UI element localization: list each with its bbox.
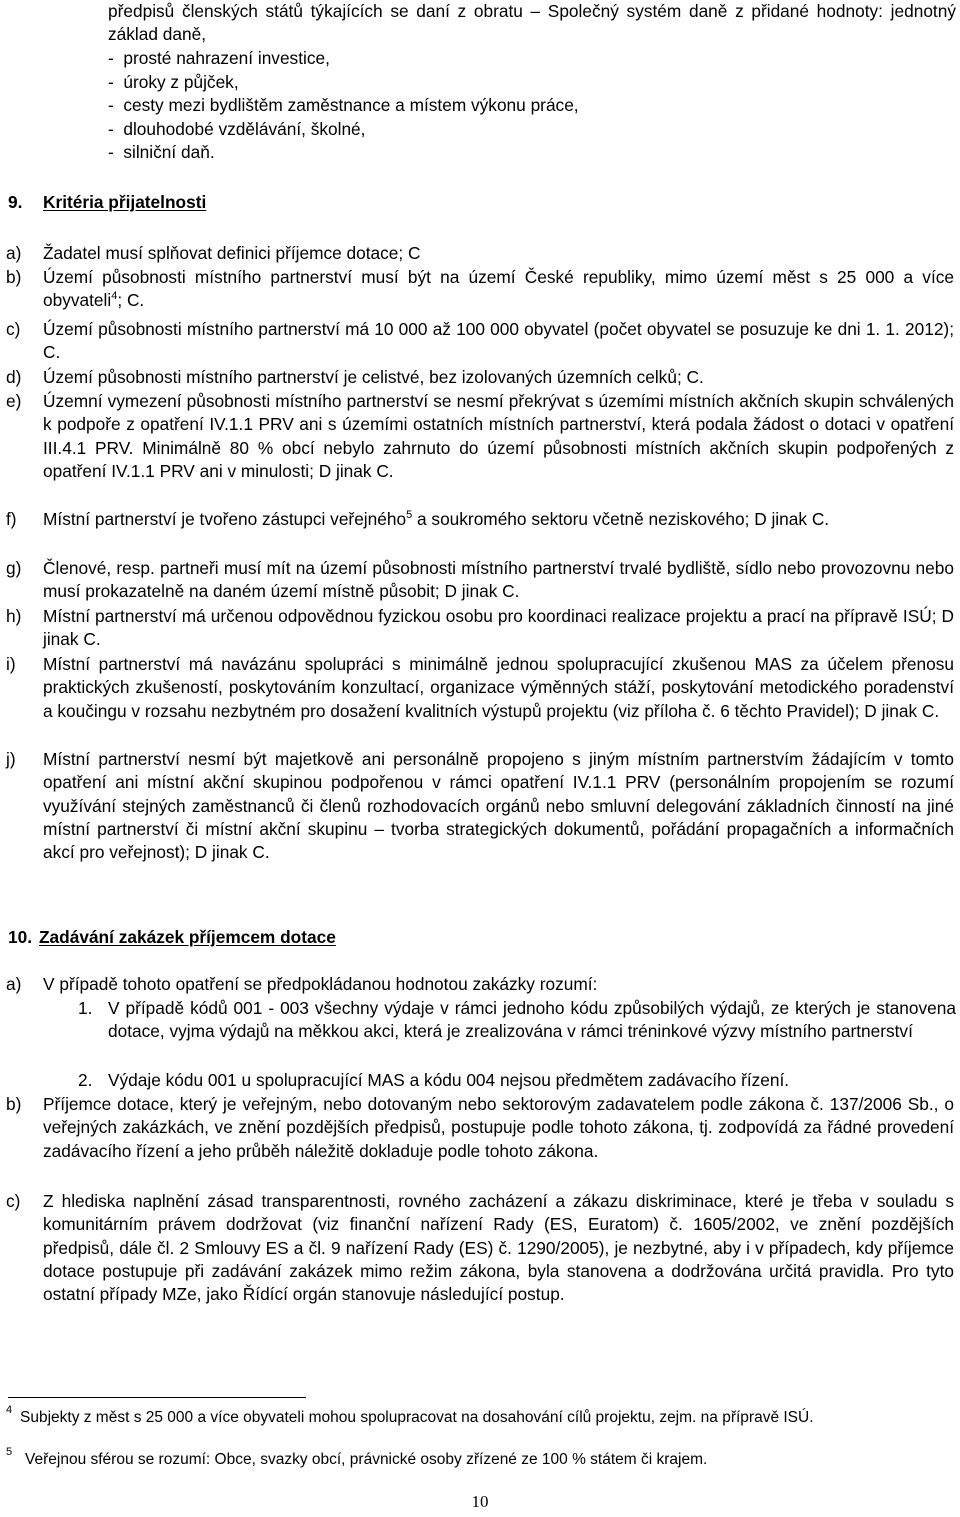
item-text: Místní partnerství má určenou odpovědnou fyzickou osobu pro koordinaci realizace projektu a prací na přípravě ISÚ; D jinak C. xyxy=(43,606,954,650)
footnote-separator xyxy=(8,1397,306,1398)
item-text: Území působnosti místního partnerství je celistvé, bez izolovaných územních celků; C. xyxy=(43,367,704,387)
dash-item: - silniční daň. xyxy=(108,142,215,162)
item-text-before: Území působnosti místního partnerství musí být na území České republiky, mimo území měst s 25 000 a více obyvateli xyxy=(43,267,954,311)
dash-item: - dlouhodobé vzdělávání, školné, xyxy=(108,119,366,139)
item-label: a) xyxy=(6,974,22,994)
section-number: 10. xyxy=(8,927,33,947)
footnote-ref-5[interactable]: 5 xyxy=(406,509,413,521)
item-label: j) xyxy=(6,749,16,769)
item-text: Územní vymezení působnosti místního partnerství se nesmí překrývat s územími místních akčních skupin schválených k podpoře z opatření IV.1.1 PRV ani s územími ostatních místních partnerství, která podala žádost o dotaci v opatření III.4.1 PRV. Minimálně 80 % obcí nebylo zahrnuto do území působnosti místních akčních skupin podpořených z opatření IV.1.1 PRV ani v minulosti; D jinak C. xyxy=(43,391,954,481)
item-text-before: Místní partnerství je tvořeno zástupci veřejného xyxy=(43,509,407,529)
item-label: b) xyxy=(6,1094,22,1114)
dash-item-text: úroky z půjček, xyxy=(123,72,239,92)
item-text: Žadatel musí splňovat definici příjemce dotace; C xyxy=(43,243,421,263)
item-text: Území působnosti místního partnerství má 10 000 až 100 000 obyvatel (počet obyvatel se posuzuje ke dni 1. 1. 2012); C. xyxy=(43,319,954,363)
item-text xyxy=(43,266,954,313)
dash-item: - úroky z půjček, xyxy=(108,72,239,92)
subitem-text: Výdaje kódu 001 u spolupracující MAS a kódu 004 nejsou předmětem zadávacího řízení. xyxy=(108,1070,790,1090)
intro-paragraph: předpisů členských států týkajících se daní z obratu – Společný systém daně z přidané hodnoty: jednotný základ daně, xyxy=(108,1,956,45)
criteria-item-f xyxy=(0,508,954,531)
item-label: g) xyxy=(6,558,22,578)
item-label: c) xyxy=(6,319,21,339)
dash-item: - cesty mezi bydlištěm zaměstnance a místem výkonu práce, xyxy=(108,95,579,115)
item-label: h) xyxy=(6,606,22,626)
item-label: a) xyxy=(6,243,22,263)
footnote-text: Veřejnou sférou se rozumí: Obce, svazky obcí, právnické osoby zřízené ze 100 % státem či krajem. xyxy=(25,1451,708,1468)
item-label: e) xyxy=(6,391,22,411)
item-text: Místní partnerství má navázánu spolupráci s minimálně jednou spolupracující zkušenou MAS za účelem přenosu praktických zkušeností, poskytováním konzultací, organizace výměnných stáží, poskytování metodického poradenství a koučingu v rozsahu nezbytném pro dosažení kvalitních výstupů projektu (viz příloha č. 6 těchto Pravidel); D jinak C. xyxy=(43,654,954,721)
section-heading-9 xyxy=(8,191,408,215)
dash-item-text: silniční daň. xyxy=(123,142,215,162)
subitem-number: 2. xyxy=(78,1070,93,1090)
item-label: b) xyxy=(6,267,22,287)
criteria-item-h xyxy=(0,605,954,652)
item-text xyxy=(43,508,954,531)
footnote-4 xyxy=(6,1404,956,1427)
item-label: c) xyxy=(6,1191,21,1211)
item-label: d) xyxy=(6,367,22,387)
procurement-item-c xyxy=(0,1190,954,1306)
criteria-item-c xyxy=(0,318,954,365)
footnote-5 xyxy=(6,1446,956,1469)
item-text-after: a soukromého sektoru včetně neziskového; D jinak C. xyxy=(412,509,830,529)
section-heading-10 xyxy=(8,926,508,950)
procurement-subitem-2 xyxy=(78,1069,956,1092)
item-text: Příjemce dotace, který je veřejným, nebo dotovaným nebo sektorovým zadavatelem podle zákona č. 137/2006 Sb., o veřejných zakázkách, ve znění pozdějších předpisů, postupuje podle tohoto zákona, tj. zodpovídá za řádné provedení zadávacího řízení a jeho průběh náležitě dokladuje podle tohoto zákona. xyxy=(43,1094,954,1161)
item-text: Členové, resp. partneři musí mít na území působnosti místního partnerství trvalé bydliště, sídlo nebo provozovnu nebo musí prokazatelně na daném území místně působit; D jinak C. xyxy=(43,558,954,602)
dash-item: - prosté nahrazení investice, xyxy=(108,48,330,68)
subitem-number: 1. xyxy=(78,998,93,1018)
item-label: f) xyxy=(6,509,17,529)
section-number: 9. xyxy=(8,192,23,212)
footnote-number: 5 xyxy=(6,1446,13,1458)
item-label: i) xyxy=(6,654,16,674)
procurement-item-a xyxy=(0,973,954,996)
item-text: V případě tohoto opatření se předpokládanou hodnotou zakázky rozumí: xyxy=(43,974,598,994)
criteria-item-d xyxy=(0,366,954,389)
footnote-number: 4 xyxy=(6,1404,13,1416)
dash-item-text: dlouhodobé vzdělávání, školné, xyxy=(123,119,366,139)
subitem-text: V případě kódů 001 - 003 všechny výdaje v rámci jednoho kódu způsobilých výdajů, ze kterých je stanovena dotace, vyjma výdajů na měkkou akci, která je zrealizována v rámci tréninkové výzvy místního partnerství xyxy=(108,998,956,1042)
procurement-subitem-1 xyxy=(78,997,956,1044)
footnote-ref-4[interactable]: 4 xyxy=(111,290,118,303)
item-text: Místní partnerství nesmí být majetkově ani personálně propojeno s jiným místním partnerstvím žádajícím v tomto opatření ani místní akční skupinou podpořenou v rámci opatření IV.1.1 PRV (personálním propojením se rozumí využívání stejných zaměstnanců či členů rozhodovacích orgánů nebo smluvní delegování základních činností na jiné místní partnerství či místní akční skupinu – tvorba strategických dokumentů, pořádání propagačních a informačních akcí pro veřejnost); D jinak C. xyxy=(43,749,954,863)
criteria-item-a xyxy=(0,242,954,265)
criteria-item-g xyxy=(0,557,954,604)
page-number: 10 xyxy=(471,1492,489,1511)
section-title: Kritéria přijatelnosti xyxy=(43,192,207,212)
section-title: Zadávání zakázek příjemcem dotace xyxy=(39,927,336,947)
criteria-item-j xyxy=(0,748,954,864)
footnote-text: Subjekty z měst s 25 000 a více obyvateli mohou spolupracovat na dosahování cílů projektu, zejm. na přípravě ISÚ. xyxy=(20,1409,814,1426)
item-text-after: ; C. xyxy=(117,290,145,311)
criteria-item-i xyxy=(0,653,954,723)
dash-item-text: prosté nahrazení investice, xyxy=(123,48,330,68)
criteria-item-b xyxy=(0,266,954,313)
dash-item-text: cesty mezi bydlištěm zaměstnance a místem výkonu práce, xyxy=(123,95,579,115)
procurement-item-b xyxy=(0,1093,954,1163)
item-text: Z hlediska naplnění zásad transparentnosti, rovného zacházení a zákazu diskriminace, které je třeba v souladu s komunitárním právem dodržovat (viz finanční nařízení Rady (ES, Euratom) č. 1605/2002, ve znění pozdějších předpisů, dále čl. 2 Smlouvy ES a čl. 9 nařízení Rady (ES) č. 1290/2005), je nezbytné, aby i v případech, kdy příjemce dotace postupuje při zadávání zakázek mimo režim zákona, byla stanovena a dodržována určitá pravidla. Pro tyto ostatní případy MZe, jako Řídící orgán stanovuje následující postup. xyxy=(43,1191,954,1305)
criteria-item-e xyxy=(0,390,954,483)
